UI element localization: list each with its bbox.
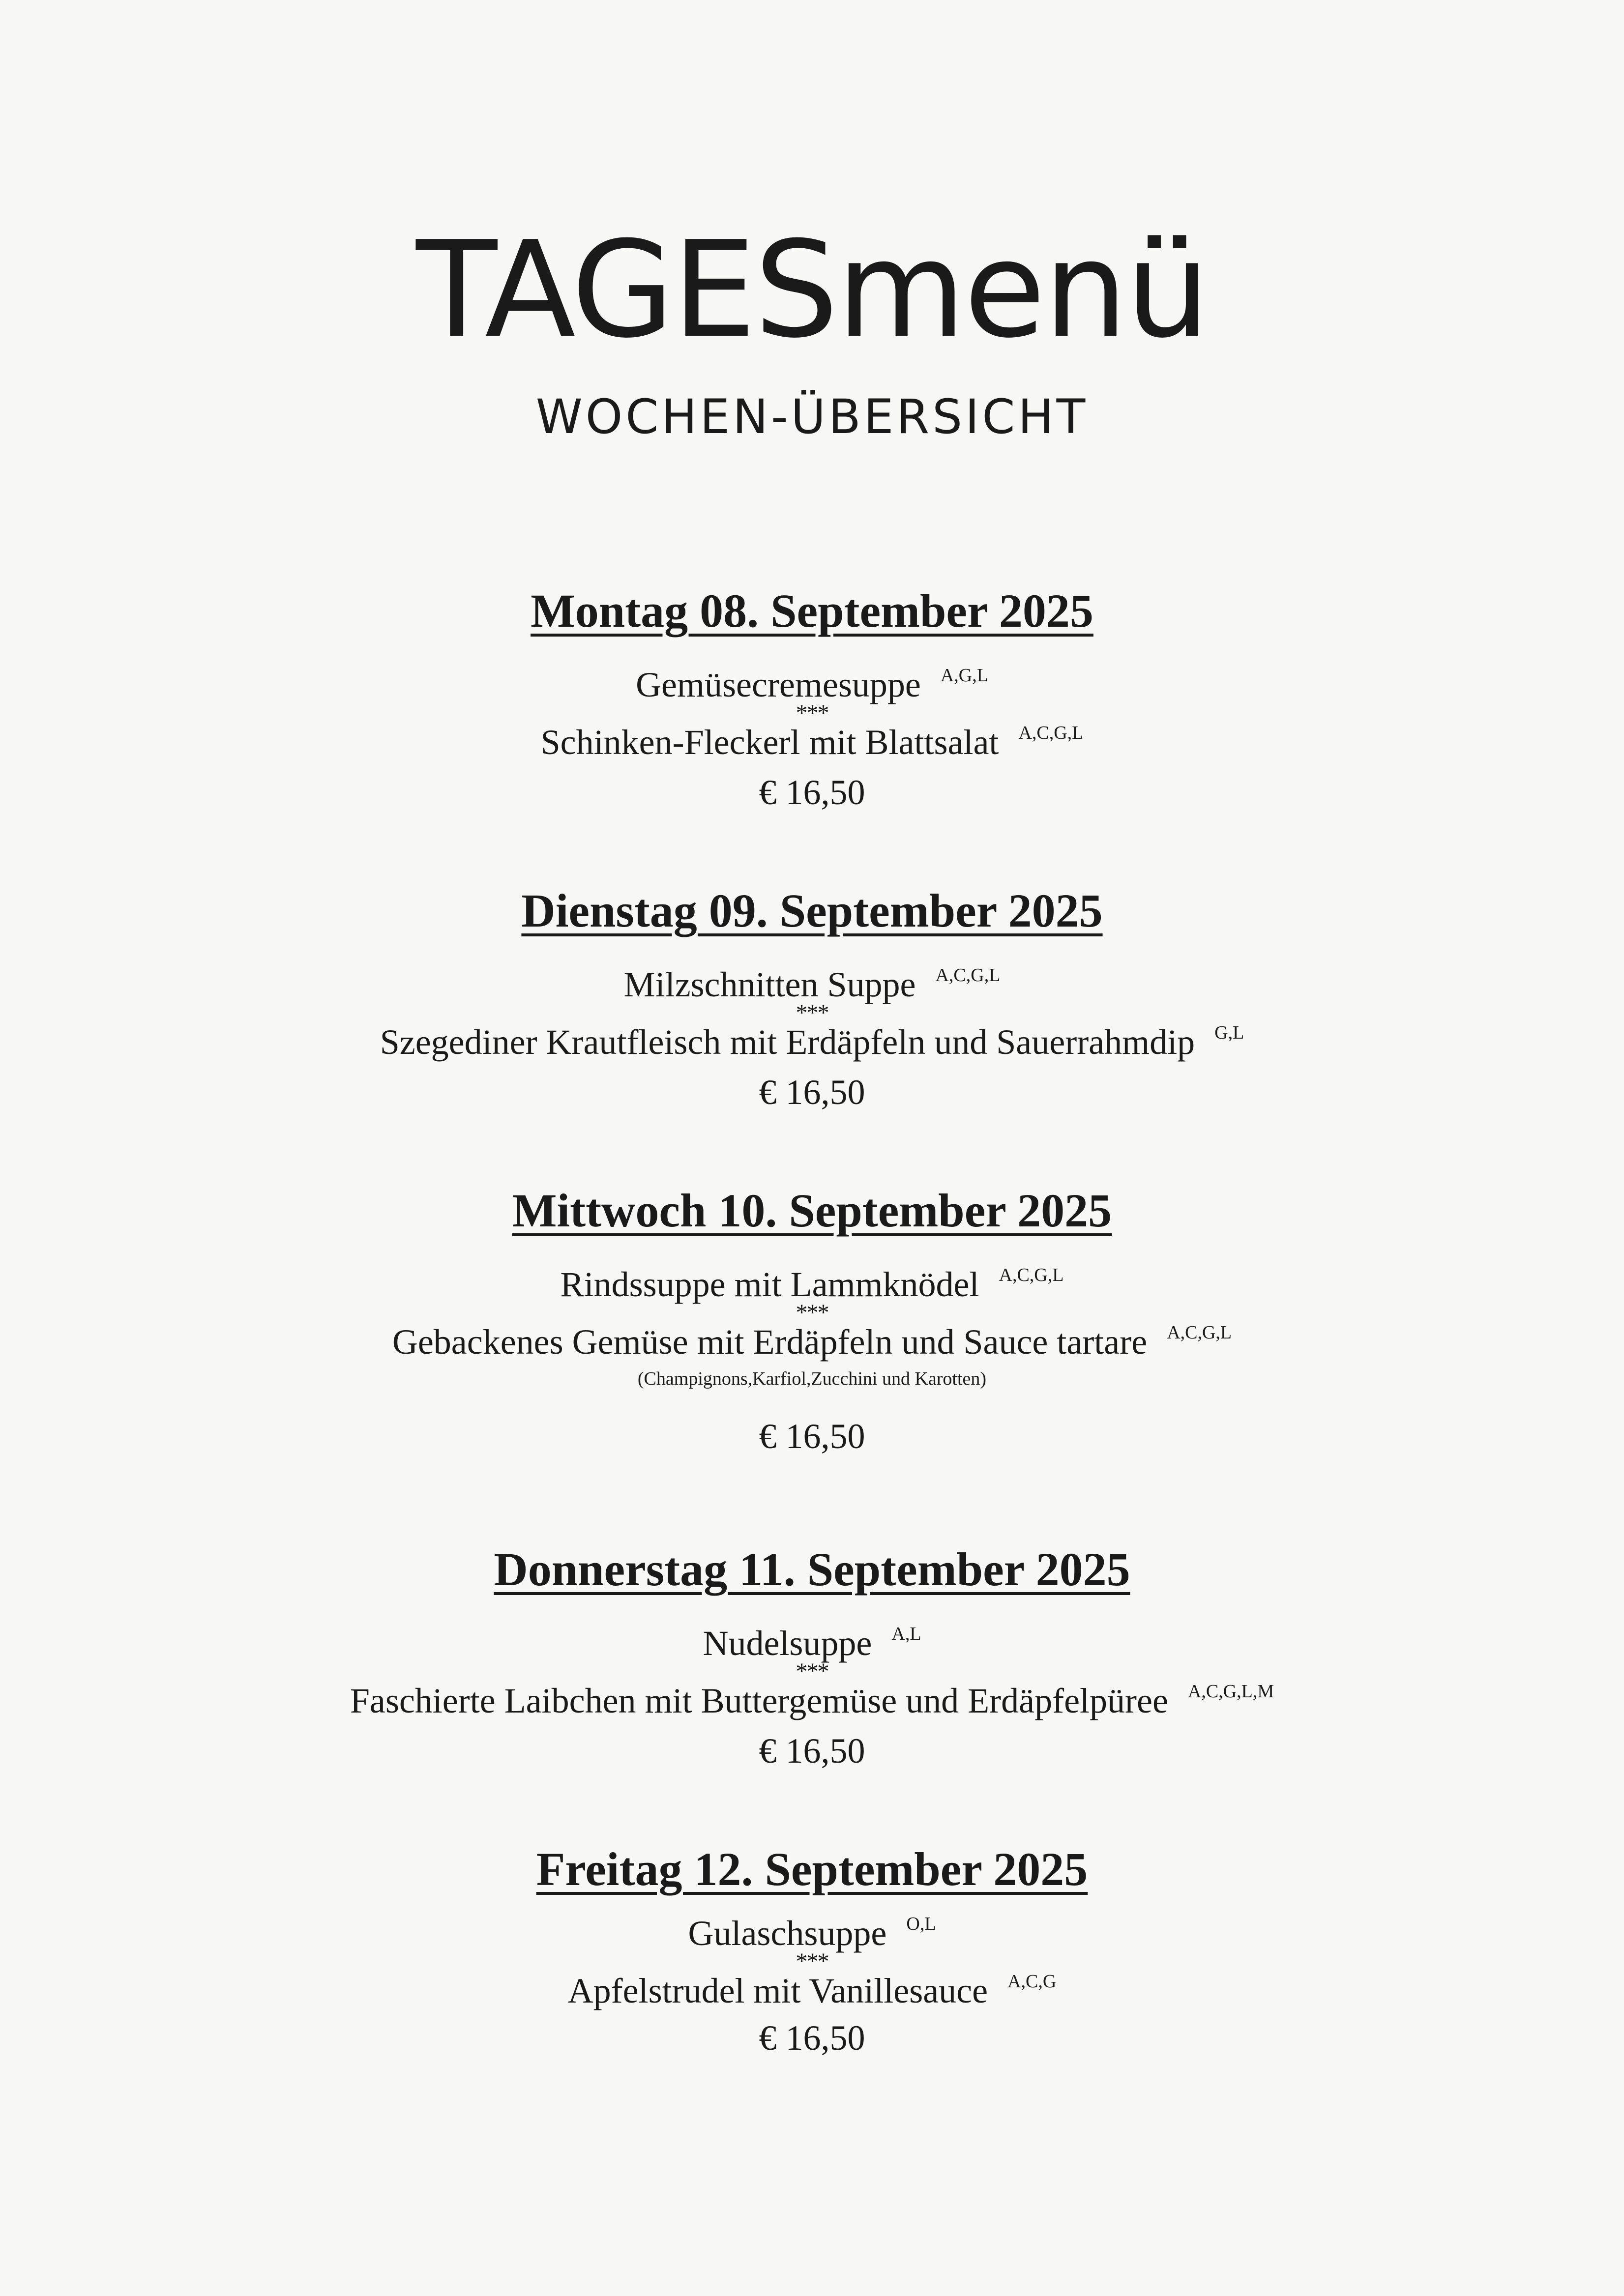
day-block-friday [0,1841,1624,2059]
allergen-codes: A,C,G,L,M [1187,1681,1274,1702]
allergen-codes: G,L [1214,1022,1244,1043]
course-separator: *** [796,699,828,726]
title-caps: TAGES [416,212,837,367]
price: € 16,50 [759,772,865,812]
price: € 16,50 [759,1072,865,1112]
day-heading: Montag 08. September 2025 [531,584,1093,637]
main-dish-name: Faschierte Laibchen mit Buttergemüse und Erdäpfelpüree $^{A,C,G,L,M}$ [350,1681,1274,1720]
page-subtitle: WOCHEN-ÜBERSICHT [535,389,1089,444]
allergen-codes: A,C,G,L [1018,722,1084,743]
allergen-codes: A,C,G,L [1167,1322,1232,1343]
soup-name: Nudelsuppe $^{A,L}$ [703,1624,921,1663]
soup-name: Milzschnitten Suppe $^{A,C,G,L}$ [623,965,1001,1005]
day-heading: Donnerstag 11. September 2025 [494,1543,1130,1596]
allergen-codes: A,C,G,L [935,965,1001,986]
day-heading: Freitag 12. September 2025 [536,1843,1088,1895]
course-separator: *** [796,999,828,1026]
course-separator: *** [796,1948,828,1975]
course-separator: *** [796,1299,828,1326]
day-block-monday [0,582,1624,814]
soup-name: Gulaschsuppe $^{O,L}$ [688,1914,936,1953]
course-separator: *** [796,1658,828,1685]
allergen-codes: A,G,L [940,665,988,686]
price: € 16,50 [759,1731,865,1771]
allergen-codes: A,C,G [1007,1971,1057,1992]
page-title [0,212,1624,367]
allergen-codes: O,L [906,1914,936,1935]
main-dish-name: Schinken-Fleckerl mit Blattsalat $^{A,C,G,L}$ [540,722,1084,762]
allergen-codes: A,L [891,1624,921,1645]
day-block-wednesday [0,1182,1624,1457]
day-block-tuesday [0,882,1624,1113]
day-heading: Mittwoch 10. September 2025 [512,1184,1112,1237]
dish-note: (Champignons,Karfiol,Zucchini und Karotten) [637,1368,987,1389]
price: € 16,50 [759,1416,865,1456]
title-lower: menü [836,212,1208,367]
price: € 16,50 [759,2018,865,2058]
main-dish-name: Apfelstrudel mit Vanillesauce $^{A,C,G}$ [567,1971,1057,2010]
soup-name: Gemüsecremesuppe $^{A,G,L}$ [636,665,988,705]
main-dish-name: Szegediner Krautfleisch mit Erdäpfeln und Sauerrahmdip $^{G,L}$ [380,1022,1244,1062]
day-heading: Dienstag 09. September 2025 [521,884,1103,937]
main-dish-name: Gebackenes Gemüse mit Erdäpfeln und Sauce tartare $^{A,C,G,L}$ [392,1322,1232,1362]
day-block-thursday [0,1541,1624,1772]
soup-name: Rindssuppe mit Lammknödel $^{A,C,G,L}$ [560,1265,1064,1305]
allergen-codes: A,C,G,L [999,1265,1064,1286]
